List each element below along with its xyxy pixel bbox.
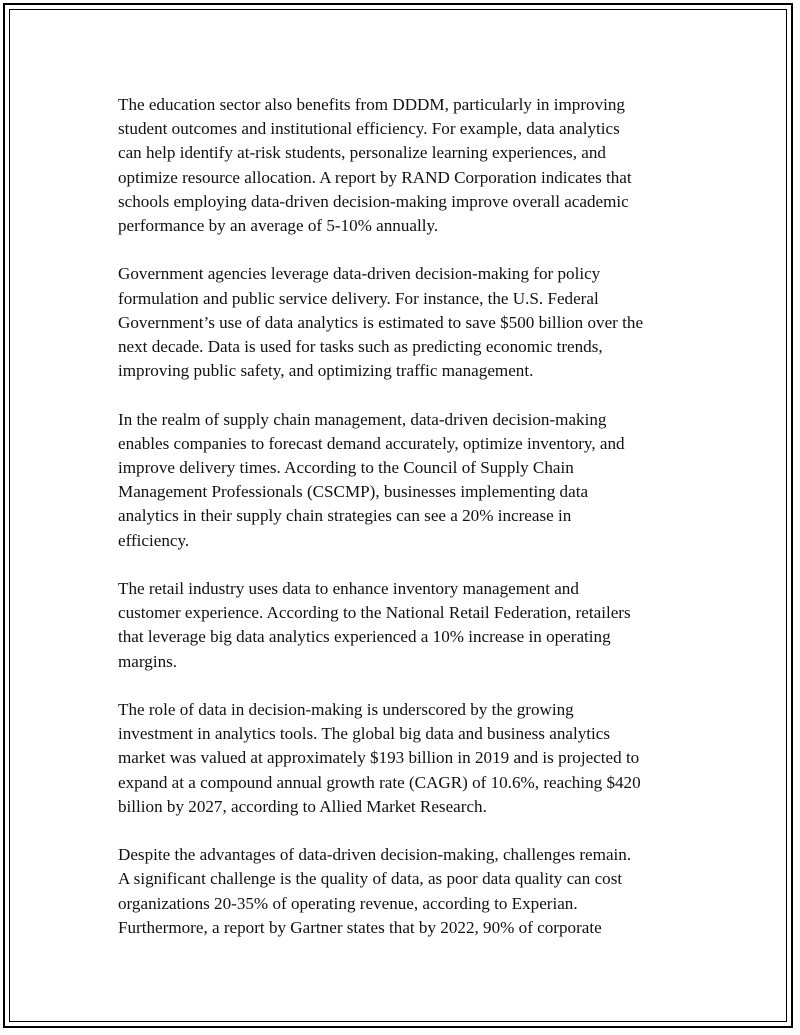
paragraph-education: The education sector also benefits from DDDM, particularly in improving student outcomes and institutional efficiency. For example, data analytics can help identify at-risk students, personalize learning experiences, and optimize resource allocation. A report by RAND Corporation indicates that schools employing data-driven decision-making improve overall academic performance by an average of 5-10% annually. (118, 95, 632, 236)
paragraph-supply-chain: In the realm of supply chain management, data-driven decision-making enables companies to forecast demand accurately, optimize inventory, and improve delivery times. According to the Council of Supply Chain Management Professionals (CSCMP), businesses implementing data analytics in their supply chain strategies can see a 20% increase in efficiency. (118, 409, 625, 550)
paragraph-challenges: Despite the advantages of data-driven decision-making, challenges remain. A significant challenge is the quality of data, as poor data quality can cost organizations 20-35% of operating revenue, according to Experian. Furthermore, a report by Gartner states that by 2022, 90% of corporate (118, 845, 632, 937)
paragraph-analytics-investment: The role of data in decision-making is underscored by the growing investment in analytics tools. The global big data and business analytics market was valued at approximately $193 billion in 2019 and is projected to expand at a compound annual growth rate (CAGR) of 10.6%, reaching $420 billion by 2027, according to Allied Market Research. (118, 700, 641, 816)
paragraph-government: Government agencies leverage data-driven decision-making for policy formulation and public service delivery. For instance, the U.S. Federal Government’s use of data analytics is estimated to save $500 billion over the next decade. Data is used for tasks such as predicting economic trends, improving public safety, and optimizing traffic management. (118, 264, 644, 381)
document-body (118, 93, 698, 964)
paragraph-retail: The retail industry uses data to enhance inventory management and customer experience. According to the National Retail Federation, retailers that leverage big data analytics experienced a 10% increase in operating margins. (118, 579, 631, 671)
